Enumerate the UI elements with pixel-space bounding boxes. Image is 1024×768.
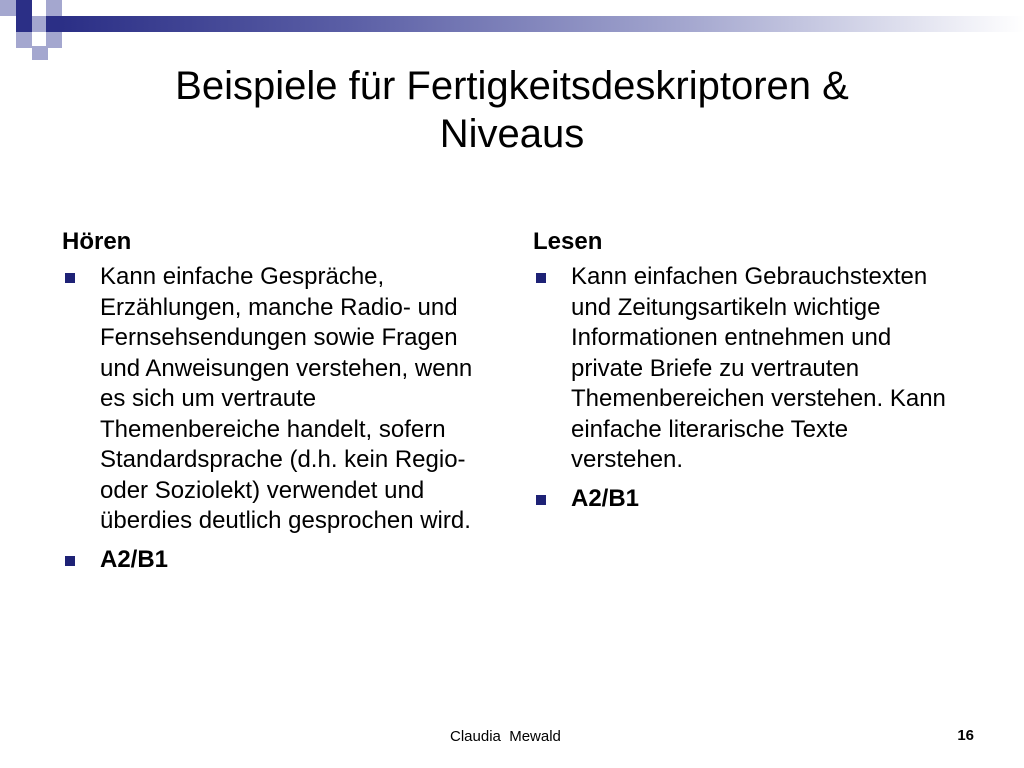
right-bullet-list (533, 262, 963, 514)
deco-square-light (16, 32, 32, 48)
deco-square-dark (16, 16, 32, 32)
bullet-text: Kann einfachen Gebrauchstexten und Zeitungsartikeln wichtige Informationen entnehmen und private Briefe zu vertrauten Themenbereichen verstehen. Kann einfache literarische Texte verstehen. (571, 263, 946, 473)
level-text: A2/B1 (100, 545, 169, 573)
title-line-2: Niveaus (439, 112, 585, 156)
left-bullet-list (62, 262, 492, 575)
bullet-text: Kann einfache Gespräche, Erzählungen, manche Radio- und Fernsehsendungen sowie Fragen und Anweisungen verstehen, wenn es sich um vertraute Themenbereiche handelt, sofern Standardsprache (d.h. kein Regio- oder Soziolekt) verwendet und überdies deutlich gesprochen wird. (100, 263, 473, 534)
level-text: A2/B1 (571, 484, 640, 512)
right-column-heading: Lesen (533, 228, 603, 255)
left-column-heading: Hören (62, 228, 132, 255)
deco-square-dark (46, 16, 62, 32)
deco-square-light (0, 0, 16, 16)
square-bullet-icon (65, 273, 75, 283)
deco-square-light (46, 32, 62, 48)
header-gradient-bar (62, 16, 1024, 32)
list-item (533, 262, 963, 476)
deco-square-light (46, 0, 62, 16)
header-decoration (0, 0, 1024, 70)
deco-square-light (32, 46, 48, 60)
slide-title (0, 62, 1024, 158)
left-column (62, 226, 492, 583)
deco-square-dark (16, 0, 32, 16)
list-item (62, 262, 492, 537)
footer-author: Claudia Mewald (450, 728, 561, 745)
square-bullet-icon (65, 556, 75, 566)
square-bullet-icon (536, 273, 546, 283)
right-column (533, 226, 963, 522)
square-bullet-icon (536, 495, 546, 505)
title-line-1: Beispiele für Fertigkeitsdeskriptoren & (175, 64, 849, 108)
list-item (533, 484, 963, 515)
footer-page-number: 16 (957, 727, 974, 744)
list-item (62, 545, 492, 576)
